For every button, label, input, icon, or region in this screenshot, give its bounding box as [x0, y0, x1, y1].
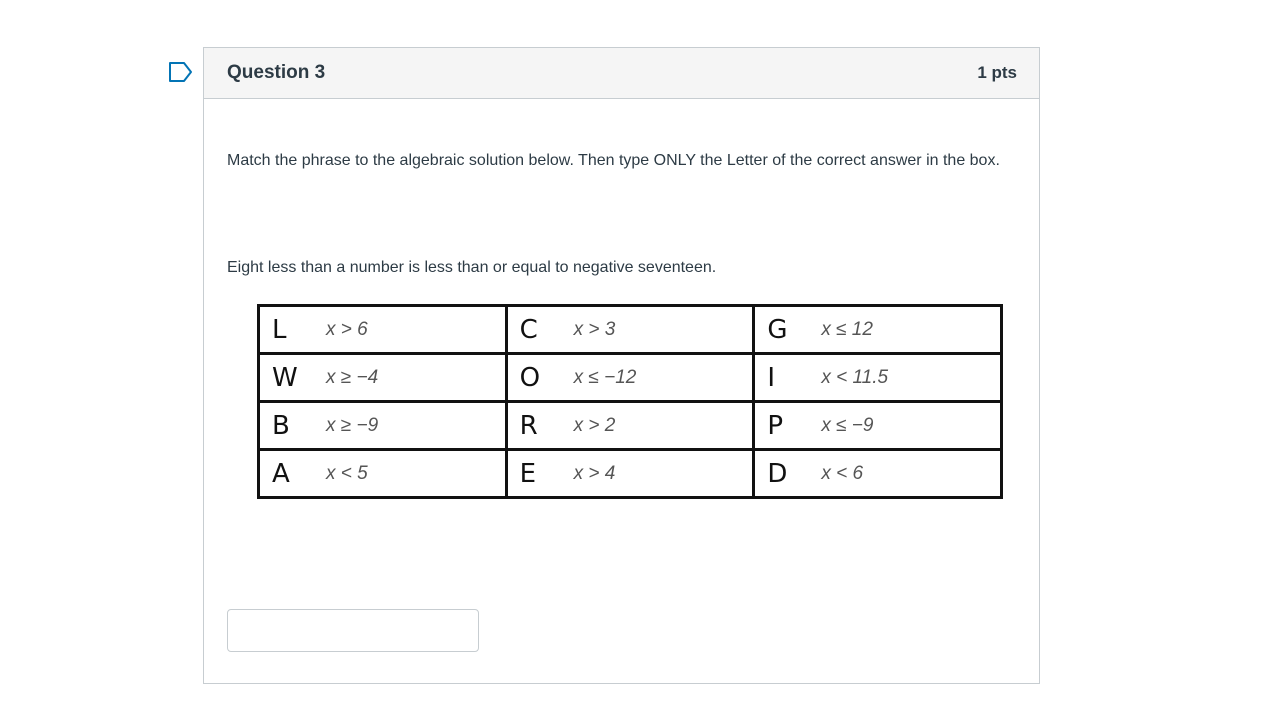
choice-letter: R	[519, 410, 538, 441]
choice-letter: I	[767, 362, 775, 393]
table-cell	[754, 450, 1002, 498]
choice-expression: x > 3	[573, 318, 616, 340]
table-cell	[754, 306, 1002, 354]
choice-expression: x > 4	[573, 462, 616, 484]
choice-letter: E	[519, 458, 537, 489]
choice-expression: x ≤ −12	[573, 366, 637, 388]
table-row	[259, 402, 1002, 450]
choice-letter: W	[272, 362, 298, 393]
table-cell	[506, 354, 754, 402]
choice-letter: O	[519, 362, 541, 393]
choice-letter: P	[767, 410, 783, 441]
choice-expression: x ≤ −9	[821, 414, 874, 436]
table-row	[259, 306, 1002, 354]
table-cell	[506, 450, 754, 498]
choice-expression: x < 11.5	[821, 366, 889, 388]
choice-expression: x > 2	[573, 414, 616, 436]
table-row	[259, 450, 1002, 498]
question-phrase: Eight less than a number is less than or equal to negative seventeen.	[227, 259, 717, 276]
table-row	[259, 354, 1002, 402]
table-cell	[259, 450, 507, 498]
choice-expression: x < 5	[326, 462, 368, 484]
choice-letter: D	[767, 458, 788, 489]
answer-choices-table	[257, 304, 1003, 499]
table-cell	[754, 354, 1002, 402]
table-cell	[754, 402, 1002, 450]
table-cell	[259, 402, 507, 450]
choice-expression: x > 6	[326, 318, 368, 340]
answer-input[interactable]	[227, 609, 479, 652]
choice-letter: A	[272, 458, 290, 489]
table-cell	[506, 306, 754, 354]
choice-expression: x ≥ −4	[326, 366, 379, 388]
table-cell	[259, 306, 507, 354]
choice-letter: L	[272, 314, 287, 345]
question-points: 1 pts	[977, 63, 1017, 82]
choice-letter: G	[767, 314, 788, 345]
question-header	[204, 48, 1039, 99]
question-title: Question 3	[227, 62, 326, 83]
table-cell	[259, 354, 507, 402]
choice-expression: x < 6	[821, 462, 864, 484]
table-cell	[506, 402, 754, 450]
choice-expression: x ≤ 12	[821, 318, 873, 340]
flag-question-icon[interactable]	[168, 61, 194, 83]
question-instructions: Match the phrase to the algebraic solution below. Then type ONLY the Letter of the correct answer in the box.	[227, 152, 1000, 169]
question-card	[203, 47, 1040, 684]
choice-expression: x ≥ −9	[326, 414, 379, 436]
choice-letter: B	[272, 410, 290, 441]
choice-letter: C	[519, 314, 538, 345]
